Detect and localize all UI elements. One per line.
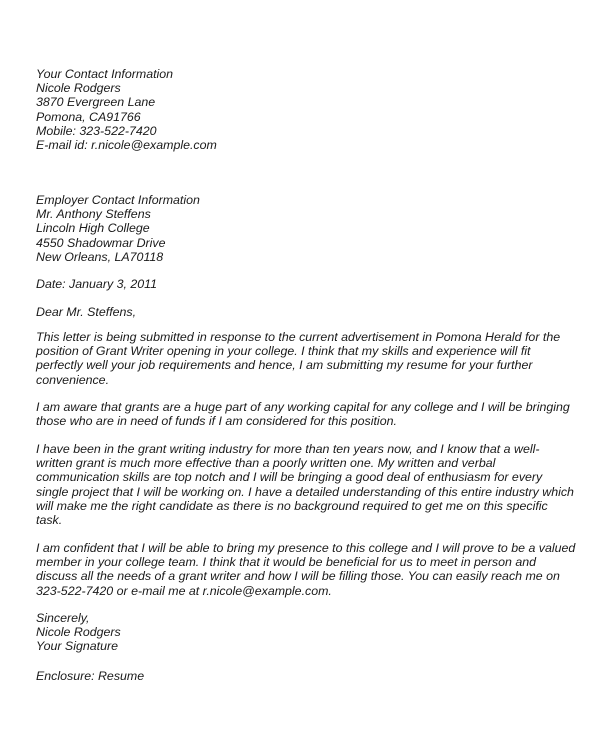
sender-city: Pomona, CA91766 [36, 109, 141, 124]
enclosure-note [36, 669, 144, 683]
closing-name: Nicole Rodgers [36, 625, 121, 640]
employer-name: Mr. Anthony Steffens [36, 207, 151, 222]
employer-contact-block [36, 193, 200, 264]
paragraph-line: written grant is much more effective than a poorly written one. My written and verbal [36, 456, 496, 471]
closing-signature: Your Signature [36, 639, 118, 654]
paragraph-line: those who are in need of funds if I am considered for this position. [36, 414, 397, 429]
paragraph-line: perfectly well your job requirements and hence, I am submitting my resume for your further [36, 358, 533, 373]
body-paragraph-3 [36, 442, 574, 527]
paragraph-line: I am aware that grants are a huge part of any working capital for any college and I will be bringing [36, 400, 570, 414]
enclosure-text: Enclosure: Resume [36, 669, 145, 683]
letter-date [36, 277, 157, 291]
body-paragraph-4 [36, 541, 575, 598]
paragraph-line: This letter is being submitted in response to the current advertisement in Pomona Herald for the [36, 330, 561, 344]
salutation [36, 305, 136, 319]
paragraph-line: 323-522-7420 or e-mail me at r.nicole@example.com. [36, 583, 332, 598]
sender-street: 3870 Evergreen Lane [36, 95, 156, 110]
sender-email: E-mail id: r.nicole@example.com [36, 137, 217, 152]
employer-organization: Lincoln High College [36, 221, 150, 236]
sender-mobile: Mobile: 323-522-7420 [36, 123, 157, 138]
paragraph-line: member in your college team. I think that it would be beneficial for us to meet in person and [36, 555, 537, 570]
paragraph-line: communication skills are top notch and I will be bringing a good deal of enthusiasm for every [36, 470, 543, 485]
body-paragraph-1 [36, 330, 560, 387]
paragraph-line: single project that I will be working on. I have a detailed understanding of this entire industry which [36, 484, 574, 499]
employer-street: 4550 Shadowmar Drive [36, 235, 166, 250]
sender-name: Nicole Rodgers [36, 81, 121, 96]
sender-contact-block [36, 67, 217, 152]
paragraph-line: will make me the right candidate as there is no background required to get me on this specific [36, 498, 548, 513]
sender-heading: Your Contact Information [36, 67, 174, 81]
paragraph-line: task. [36, 512, 63, 527]
paragraph-line: I have been in the grant writing industry for more than ten years now, and I know that a well- [36, 442, 540, 456]
employer-city: New Orleans, LA70118 [36, 249, 164, 264]
paragraph-line: position of Grant Writer opening in your college. I think that my skills and experience will fit [36, 344, 531, 359]
body-paragraph-2 [36, 400, 570, 428]
paragraph-line: I am confident that I will be able to bring my presence to this college and I will prove to be a valued [36, 541, 576, 555]
employer-heading: Employer Contact Information [36, 193, 200, 207]
closing-sincerely: Sincerely, [36, 611, 90, 625]
salutation-text: Dear Mr. Steffens, [36, 305, 137, 319]
paragraph-line: discuss all the needs of a grant writer and how I will be filling those. You can easily reach me on [36, 569, 560, 584]
closing-block [36, 611, 121, 654]
paragraph-line: convenience. [36, 372, 110, 387]
date-text: Date: January 3, 2011 [36, 277, 158, 291]
